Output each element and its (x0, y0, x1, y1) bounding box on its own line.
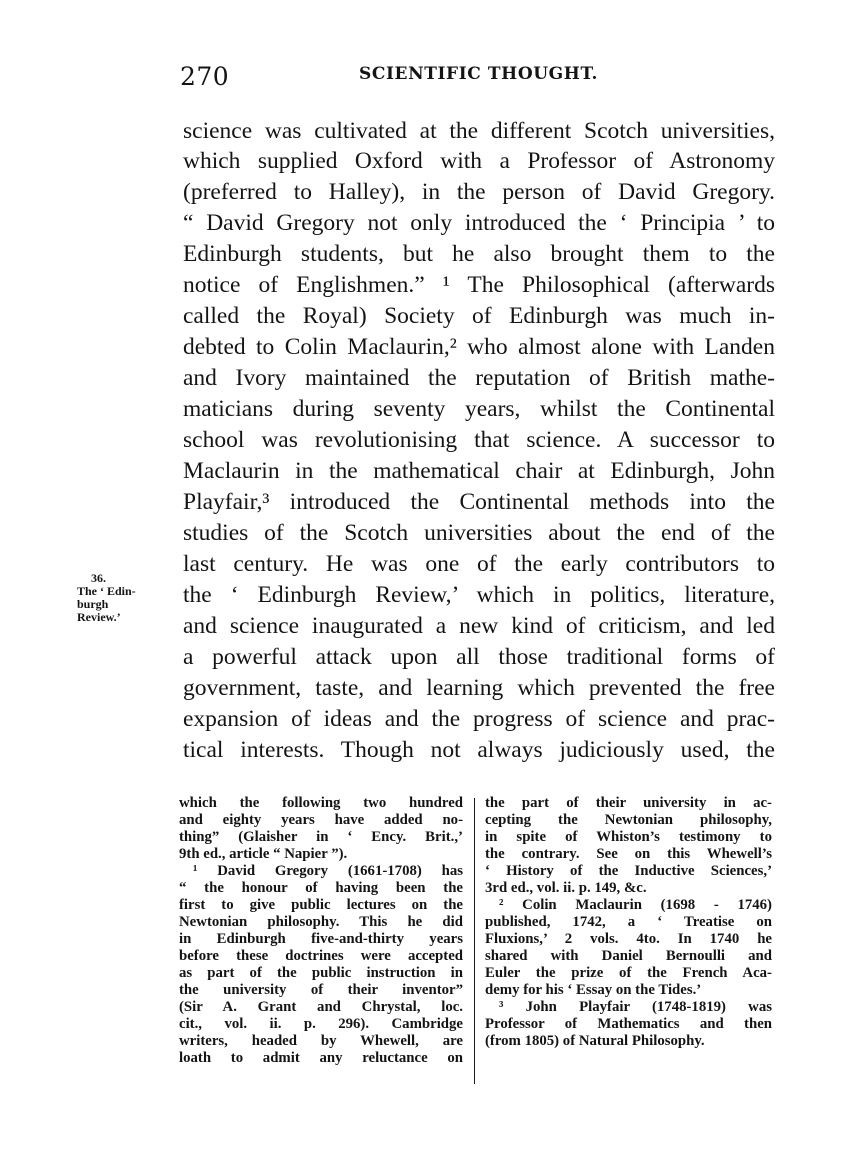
body-line: which supplied Oxford with a Professor of Astronomy (183, 148, 775, 174)
body-line: maticians during seventy years, whilst the Continental (183, 396, 775, 422)
footnote-line: the contrary. See on this Whewell’s (485, 846, 772, 862)
sidenote-line: burgh (77, 597, 109, 611)
body-line: Maclaurin in the mathematical chair at Edinburgh, John (183, 458, 775, 484)
sidenote-line: Review.’ (77, 610, 121, 624)
body-line: debted to Colin Maclaurin,² who almost alone with Landen (183, 334, 775, 360)
footnote-line: as part of the public instruction in (179, 965, 463, 981)
footnote-line: cepting the Newtonian philosophy, (485, 812, 772, 828)
body-line: and Ivory maintained the reputation of British mathe- (183, 365, 775, 391)
footnote-line: Newtonian philosophy. This he did (179, 914, 463, 930)
body-line: studies of the Scotch universities about the end of the (183, 520, 775, 546)
footnote-line: and eighty years have added no- (179, 812, 463, 828)
footnote-line: Fluxions,’ 2 vols. 4to. In 1740 he (485, 931, 772, 947)
footnote-line: in Edinburgh five-and-thirty years (179, 931, 463, 947)
body-line: last century. He was one of the early contributors to (183, 551, 775, 577)
footnote-line: 3rd ed., vol. ii. p. 149, &c. (485, 880, 647, 896)
footnote-line: ² Colin Maclaurin (1698 - 1746) (499, 897, 772, 913)
body-line: notice of Englishmen.” ¹ The Philosophical (afterwards (183, 272, 775, 298)
sidenote-number: 36. (91, 571, 106, 585)
footnote-line: shared with Daniel Bernoulli and (485, 948, 772, 964)
footnote-line: Euler the prize of the French Aca- (485, 965, 772, 981)
footnote-line: the university of their inventor” (179, 982, 463, 998)
footnote-line: cit., vol. ii. p. 296). Cambridge (179, 1016, 463, 1032)
body-line: a powerful attack upon all those traditional forms of (183, 644, 775, 670)
footnote-line: loath to admit any reluctance on (179, 1050, 463, 1066)
body-line: tical interests. Though not always judiciously used, the (183, 737, 775, 763)
body-line: Edinburgh students, but he also brought them to the (183, 241, 775, 267)
footnote-line: demy for his ‘ Essay on the Tides.’ (485, 982, 702, 998)
footnote-line: which the following two hundred (179, 795, 463, 811)
page-number: 270 (180, 62, 230, 91)
footnote-line: ‘ History of the Inductive Sciences,’ (485, 863, 772, 879)
body-line: science was cultivated at the different Scotch universities, (183, 118, 775, 144)
footnote-line: the part of their university in ac- (485, 795, 772, 811)
body-line: the ‘ Edinburgh Review,’ which in politics, literature, (183, 582, 775, 608)
footnote-line: before these doctrines were accepted (179, 948, 463, 964)
footnote-line: thing” (Glaisher in ‘ Ency. Brit.,’ (179, 829, 463, 845)
body-line: Playfair,³ introduced the Continental methods into the (183, 489, 775, 515)
footnote-line: in spite of Whiston’s testimony to (485, 829, 772, 845)
body-line: “ David Gregory not only introduced the ‘ Principia ’ to (183, 210, 775, 236)
body-line: and science inaugurated a new kind of criticism, and led (183, 613, 775, 639)
body-line: school was revolutionising that science. A successor to (183, 427, 775, 453)
footnote-line: (Sir A. Grant and Chrystal, loc. (179, 999, 463, 1015)
column-divider (474, 798, 475, 1084)
footnote-line: “ the honour of having been the (179, 880, 463, 896)
footnote-line: Professor of Mathematics and then (485, 1016, 772, 1032)
footnote-line: 9th ed., article “ Napier ”). (179, 846, 348, 862)
body-line: called the Royal) Society of Edinburgh was much in- (183, 303, 775, 329)
running-title: SCIENTIFIC THOUGHT. (359, 64, 599, 84)
footnote-line: first to give public lectures on the (179, 897, 463, 913)
sidenote-line: The ‘ Edin- (77, 584, 136, 598)
footnote-line: ³ John Playfair (1748-1819) was (499, 999, 772, 1015)
body-line: (preferred to Halley), in the person of David Gregory. (183, 179, 775, 205)
body-line: expansion of ideas and the progress of science and prac- (183, 706, 775, 732)
footnote-line: published, 1742, a ‘ Treatise on (485, 914, 772, 930)
margin-sidenote (77, 572, 137, 624)
footnote-line: writers, headed by Whewell, are (179, 1033, 463, 1049)
footnote-line: ¹ David Gregory (1661-1708) has (193, 863, 463, 879)
body-line: government, taste, and learning which prevented the free (183, 675, 775, 701)
footnote-line: (from 1805) of Natural Philosophy. (485, 1033, 705, 1049)
